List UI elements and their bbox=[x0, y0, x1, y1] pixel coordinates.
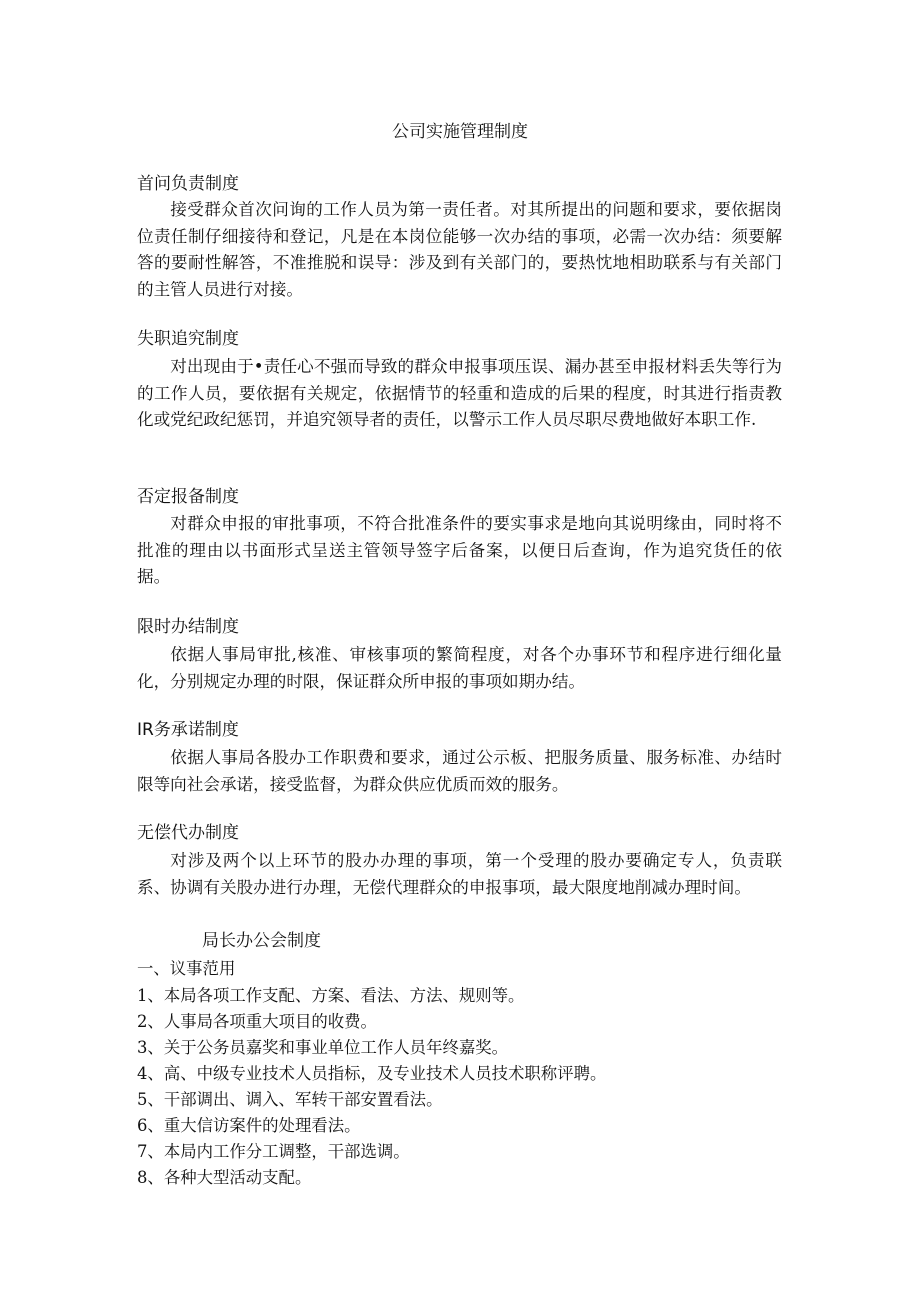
section-heading-accountability: 失职追究制度 bbox=[137, 329, 239, 349]
section-body-first-inquiry: 接受群众首次问询的工作人员为第一责任者。对其所提出的问题和要求，要依据岗位责任制仔细接待和登记，凡是在本岗位能够一次办结的事项，必需一次办结：须要解答的要耐性解答，不准推脱和误导：涉及到有关部门的，要热忱地相助联系与有关部门的主管人员进行对接。 bbox=[137, 200, 782, 299]
section-body-rejection-filing: 对群众申报的审批事项，不符合批准条件的要实事求是地向其说明缘由，同时将不批准的理由以书面形式呈送主管领导签字后备案，以便日后查询，作为追究货任的依据。 bbox=[137, 514, 782, 586]
section-heading-time-limit: 限时办结制度 bbox=[137, 617, 239, 637]
section-heading-service-commitment: IR务承诺制度 bbox=[137, 720, 239, 740]
document-title: 公司实施管理制度 bbox=[392, 122, 528, 142]
list-item: 2、人事局各项重大项目的收费。 bbox=[137, 1012, 377, 1031]
list-item: 8、各种大型活动支配。 bbox=[137, 1168, 312, 1187]
list-item: 4、高、中级专业技术人员指标，及专业技术人员技术职称评聘。 bbox=[137, 1064, 607, 1083]
meeting-system-title: 局长办公会制度 bbox=[202, 931, 321, 951]
section-body-time-limit: 依据人事局审批,核准、审核事项的繁简程度，对各个办事环节和程序进行细化量化，分别规定办理的时限，保证群众所申报的事项如期办结。 bbox=[137, 645, 782, 691]
section-heading-first-inquiry: 首问负责制度 bbox=[137, 174, 239, 194]
section-body-free-agency: 对涉及两个以上环节的股办办理的事项，第一个受理的股办要确定专人，负责联系、协调有关股办进行办理，无偿代理群众的申报事项，最大限度地削减办理时间。 bbox=[137, 851, 782, 897]
list-item: 3、关于公务员嘉奖和事业单位工作人员年终嘉奖。 bbox=[137, 1038, 509, 1057]
section-heading-free-agency: 无偿代办制度 bbox=[137, 823, 239, 843]
list-item: 7、本局内工作分工调整，干部选调。 bbox=[137, 1142, 410, 1161]
section-body-service-commitment: 依据人事局各股办工作职费和要求，通过公示板、把服务质量、服务标准、办结时限等向社会承诺，接受监督，为群众供应优质而效的服务。 bbox=[137, 748, 782, 794]
section-body-accountability: 对出现由于•责任心不强而导致的群众申报事项压误、漏办甚至申报材料丢失等行为的工作人员，要依据有关规定，依据情节的轻重和造成的后果的程度，时其进行指责教化或党纪政纪惩罚，并追究领导者的责任，以警示工作人员尽职尽费地做好本职工作. bbox=[137, 357, 782, 429]
list-item: 5、干部调出、调入、军转干部安置看法。 bbox=[137, 1090, 443, 1109]
scope-heading: 一、议事范用 bbox=[137, 959, 236, 978]
list-item: 6、重大信访案件的处理看法。 bbox=[137, 1116, 361, 1135]
list-item: 1、本局各项工作支配、方案、看法、方法、规则等。 bbox=[137, 986, 525, 1005]
section-heading-rejection-filing: 否定报备制度 bbox=[137, 487, 239, 507]
